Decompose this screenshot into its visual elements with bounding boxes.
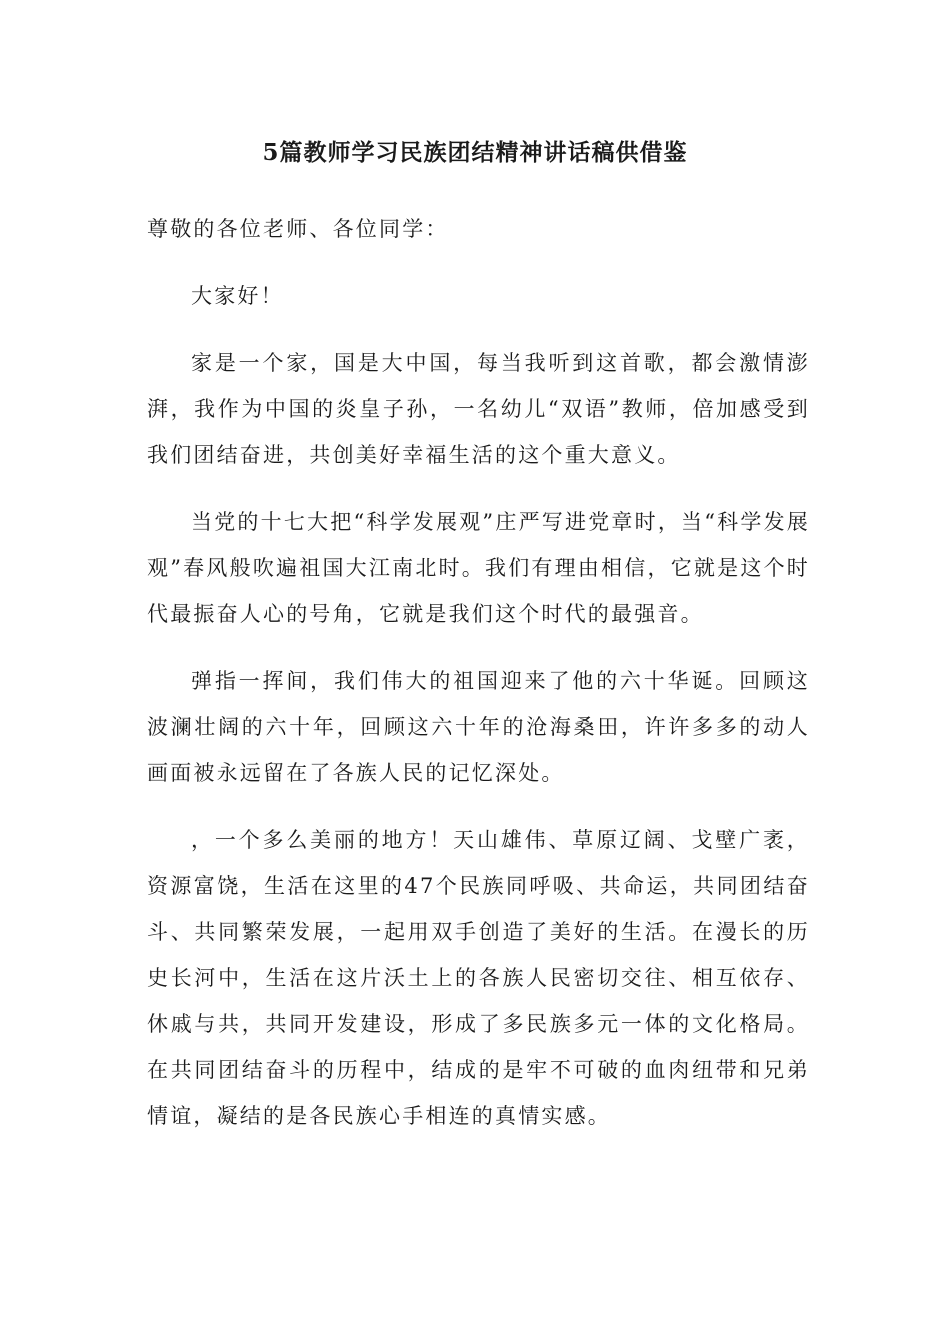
paragraph-2: 当党的十七大把“科学发展观”庄严写进党章时，当“科学发展观”春风般吹遍祖国大江南北时。我们有理由相信，它就是这个时代最振奋人心的号角，它就是我们这个时代的最强音。 xyxy=(147,510,810,626)
document-title: 5篇教师学习民族团结精神讲话稿供借鉴 xyxy=(262,139,688,166)
document-body xyxy=(147,206,810,1160)
paragraph-4: ，一个多么美丽的地方！天山雄伟、草原辽阔、戈壁广袤，资源富饶，生活在这里的47个民族同呼吸、共命运，共同团结奋斗、共同繁荣发展，一起用双手创造了美好的生活。在漫长的历史长河中，生活在这片沃土上的各族人民密切交往、相互依存、休戚与共，共同开发建设，形成了多民族多元一体的文化格局。在共同团结奋斗的历程中，结成的是牢不可破的血肉纽带和兄弟情谊，凝结的是各民族心手相连的真情实感。 xyxy=(147,828,810,1128)
paragraph-greeting: 大家好！ xyxy=(191,284,284,308)
salutation: 尊敬的各位老师、各位同学： xyxy=(147,217,449,241)
paragraph-1: 家是一个家，国是大中国，每当我听到这首歌，都会激情澎湃，我作为中国的炎皇子孙，一名幼儿“双语”教师，倍加感受到我们团结奋进，共创美好幸福生活的这个重大意义。 xyxy=(147,351,810,467)
paragraph-3: 弹指一挥间，我们伟大的祖国迎来了他的六十华诞。回顾这波澜壮阔的六十年，回顾这六十年的沧海桑田，许许多多的动人画面被永远留在了各族人民的记忆深处。 xyxy=(147,669,810,785)
